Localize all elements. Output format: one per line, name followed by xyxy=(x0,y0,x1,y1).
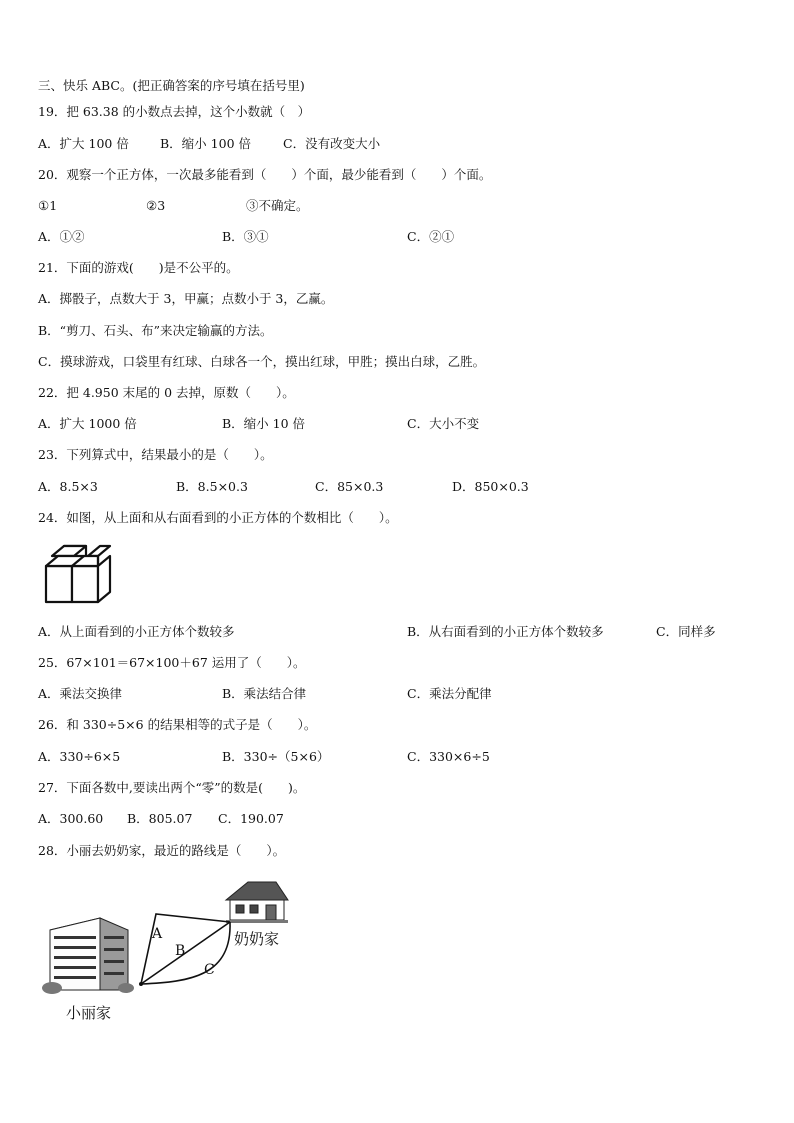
section-title: 三、快乐 ABC。(把正确答案的序号填在括号里) xyxy=(38,78,305,93)
q24-option-a[interactable]: A．从上面看到的小正方体个数较多 xyxy=(38,624,235,639)
q27-option-a[interactable]: A．300.60 xyxy=(38,811,104,826)
q23-option-d[interactable]: D．850×0.3 xyxy=(452,479,529,494)
q21-option-a[interactable]: A．掷骰子，点数大于 3，甲赢；点数小于 3，乙赢。 xyxy=(38,291,334,306)
q27-option-b[interactable]: B．805.07 xyxy=(127,811,193,826)
q25-option-b[interactable]: B．乘法结合律 xyxy=(222,686,307,701)
q20-choice-2: ②3 xyxy=(146,198,166,213)
q27-option-c[interactable]: C．190.07 xyxy=(218,811,284,826)
q25-option-c[interactable]: C．乘法分配律 xyxy=(407,686,492,701)
route-c-label: C xyxy=(204,962,215,978)
route-lines xyxy=(141,914,230,984)
q22-option-a[interactable]: A．扩大 1000 倍 xyxy=(38,416,137,431)
q19-option-c[interactable]: C．没有改变大小 xyxy=(283,136,381,151)
xiaoli-home-label: 小丽家 xyxy=(66,1004,112,1022)
q26-option-c[interactable]: C．330×6÷5 xyxy=(407,749,490,764)
q21-option-c[interactable]: C．摸球游戏，口袋里有红球、白球各一个，摸出红球，甲胜；摸出白球，乙胜。 xyxy=(38,354,486,369)
cube-stack-figure xyxy=(44,544,114,606)
q20-choice-1: ①1 xyxy=(38,198,58,213)
q28-stem: 28．小丽去奶奶家，最近的路线是（ ）。 xyxy=(38,843,286,858)
q21-stem: 21．下面的游戏( )是不公平的。 xyxy=(38,260,239,275)
q22-option-b[interactable]: B．缩小 10 倍 xyxy=(222,416,306,431)
q19-option-b[interactable]: B．缩小 100 倍 xyxy=(160,136,251,151)
q22-option-c[interactable]: C．大小不变 xyxy=(407,416,480,431)
q20-choice-3: ③不确定。 xyxy=(246,198,309,213)
q25-option-a[interactable]: A．乘法交换律 xyxy=(38,686,123,701)
q23-option-c[interactable]: C．85×0.3 xyxy=(315,479,384,494)
q21-option-b[interactable]: B．“剪刀、石头、布”来决定输赢的方法。 xyxy=(38,323,273,338)
q20-option-b[interactable]: B．③① xyxy=(222,229,269,244)
q24-option-c[interactable]: C．同样多 xyxy=(656,624,716,639)
route-a-label: A xyxy=(152,926,163,942)
q19-option-a[interactable]: A．扩大 100 倍 xyxy=(38,136,129,151)
q24-option-b[interactable]: B．从右面看到的小正方体个数较多 xyxy=(407,624,604,639)
q27-stem: 27．下面各数中,要读出两个“零”的数是( )。 xyxy=(38,780,306,795)
q19-stem: 19．把 63.38 的小数点去掉，这个小数就（ ） xyxy=(38,104,311,119)
q26-stem: 26．和 330÷5×6 的结果相等的式子是（ ）。 xyxy=(38,717,317,732)
q25-stem: 25．67×101＝67×100＋67 运用了（ ）。 xyxy=(38,655,306,670)
route-map-figure xyxy=(40,878,300,1028)
q20-stem: 20．观察一个正方体，一次最多能看到（ ）个面，最少能看到（ ）个面。 xyxy=(38,167,492,182)
q23-stem: 23．下列算式中，结果最小的是（ ）。 xyxy=(38,447,273,462)
q20-option-a[interactable]: A．①② xyxy=(38,229,85,244)
apartment-building-icon xyxy=(42,918,134,994)
house-icon xyxy=(226,882,288,923)
grandma-home-label: 奶奶家 xyxy=(234,930,280,948)
q20-option-c[interactable]: C．②① xyxy=(407,229,455,244)
q22-stem: 22．把 4.950 末尾的 0 去掉，原数（ ）。 xyxy=(38,385,295,400)
q26-option-b[interactable]: B．330÷（5×6） xyxy=(222,749,330,764)
q26-option-a[interactable]: A．330÷6×5 xyxy=(38,749,121,764)
route-b-label: B xyxy=(175,943,186,959)
q23-option-b[interactable]: B．8.5×0.3 xyxy=(176,479,248,494)
q23-option-a[interactable]: A．8.5×3 xyxy=(38,479,98,494)
q24-stem: 24．如图，从上面和从右面看到的小正方体的个数相比（ ）。 xyxy=(38,510,398,525)
